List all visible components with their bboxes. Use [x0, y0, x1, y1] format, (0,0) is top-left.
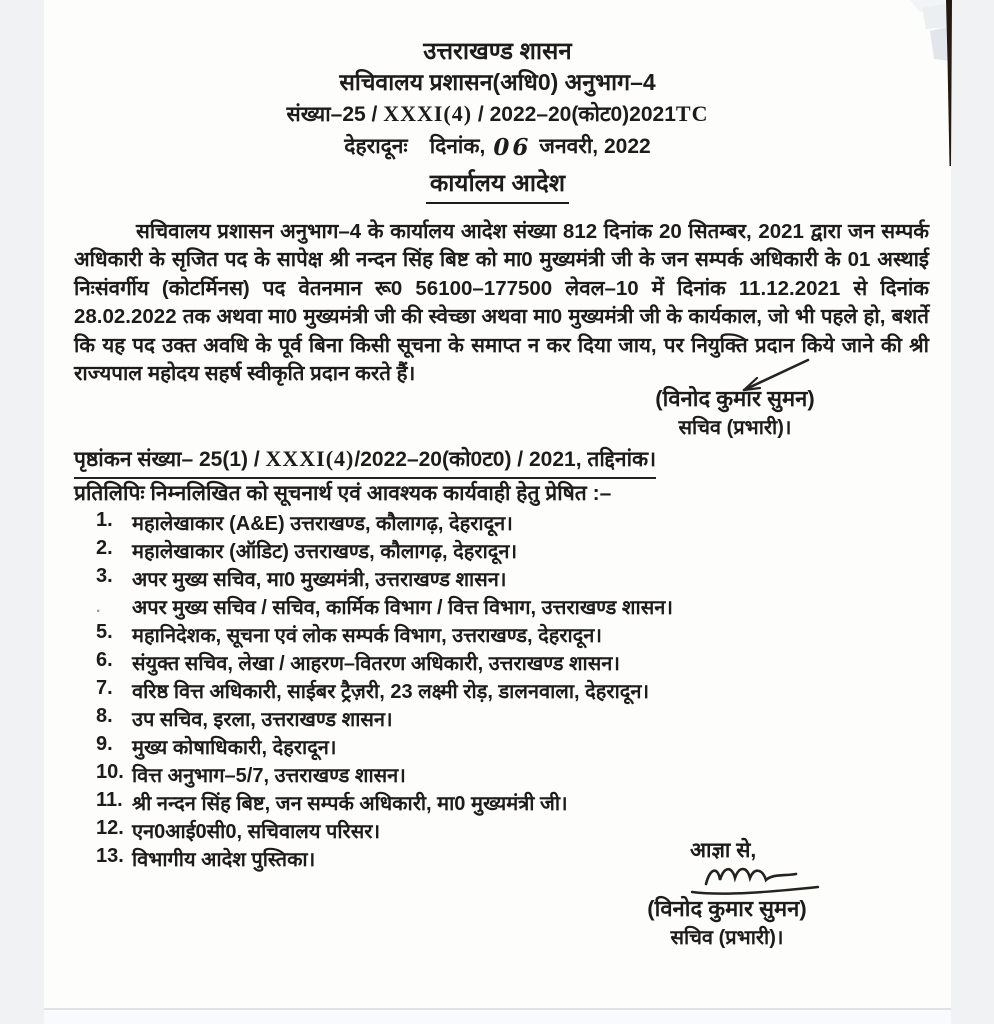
recipient-number: 1. — [96, 509, 113, 531]
by-order-label: आज्ञा से, — [690, 839, 757, 862]
recipient-row — [96, 789, 911, 817]
place-date-line — [44, 130, 951, 162]
copy-distribution-heading: प्रतिलिपिः निम्नलिखित को सूचनार्थ एवं आवश्यक कार्यवाही हेतु प्रेषित :– — [74, 482, 612, 505]
office-order-title: कार्यालय आदेश — [426, 168, 569, 204]
recipient-number: 10. — [96, 761, 124, 783]
recipient-text: महालेखाकार (A&E) उत्तराखण्ड, कौलागढ़, देहरादून। — [132, 513, 513, 535]
recipient-number: 5. — [96, 621, 113, 643]
recipient-row — [96, 761, 911, 789]
document-header — [44, 36, 951, 204]
recipient-number: 8. — [96, 705, 113, 727]
ref-mid: / 2022–20(कोट0)2021 — [472, 103, 676, 126]
signatory-block-bottom — [592, 894, 862, 952]
recipient-text: उप सचिव, इरला, उत्तराखण्ड शासन। — [132, 709, 393, 731]
recipient-row — [96, 565, 911, 593]
endorse-suffix: /2022–20(को0ट0) / 2021, तद्दिनांक। — [354, 448, 657, 471]
recipient-number: 13. — [96, 845, 124, 867]
scanned-document-paper — [44, 0, 951, 1010]
recipient-text: वित्त अनुभाग–5/7, उत्तराखण्ड शासन। — [132, 765, 406, 787]
recipient-text: वरिष्ठ वित्त अधिकारी, साईबर ट्रैज़री, 23 लक्ष्मी रोड़, डालनवाला, देहरादून। — [132, 681, 650, 703]
recipient-number: . — [96, 599, 101, 616]
bottom-secretary-name: (विनोद कुमार सुमन) — [647, 896, 807, 921]
endorsement-number-line — [74, 445, 656, 479]
recipient-row — [96, 593, 911, 621]
secretary-name: (विनोद कुमार सुमन) — [655, 386, 815, 411]
recipient-text: श्री नन्दन सिंह बिष्ट, जन सम्पर्क अधिकारी, मा0 मुख्यमंत्री जी। — [132, 793, 568, 815]
recipient-number: 7. — [96, 677, 113, 699]
ref-suffix: TC — [675, 101, 709, 126]
recipient-text: संयुक्त सचिव, लेखा / आहरण–वितरण अधिकारी, उत्तराखण्ड शासन। — [132, 653, 620, 675]
government-name: उत्तराखण्ड शासन — [423, 38, 572, 65]
signatory-block-top — [600, 384, 870, 442]
ref-series: XXXI(4) — [383, 101, 473, 126]
recipient-row — [96, 733, 911, 761]
recipient-row — [96, 649, 911, 677]
department-line: सचिवालय प्रशासन(अधि0) अनुभाग–4 — [339, 69, 656, 95]
recipient-row — [96, 621, 911, 649]
recipient-text: विभागीय आदेश पुस्तिका। — [132, 849, 316, 871]
endorse-series: XXXI(4) — [265, 446, 355, 471]
bottom-secretary-designation: सचिव (प्रभारी)। — [670, 927, 784, 949]
recipient-text: महालेखाकार (ऑडिट) उत्तराखण्ड, कौलागढ़, देहरादून। — [132, 541, 518, 563]
recipient-number: 6. — [96, 649, 113, 671]
recipient-row — [96, 817, 911, 845]
recipient-row — [96, 705, 911, 733]
reference-number-line — [44, 98, 951, 130]
recipient-number: 12. — [96, 817, 124, 839]
recipient-number: 9. — [96, 733, 113, 755]
recipient-text: मुख्य कोषाधिकारी, देहरादून। — [132, 737, 337, 759]
date-rest: जनवरी, 2022 — [539, 135, 651, 158]
recipient-number: 11. — [96, 789, 123, 811]
secretary-designation: सचिव (प्रभारी)। — [678, 417, 792, 439]
recipient-row — [96, 509, 911, 537]
recipient-row — [96, 537, 911, 565]
scan-bottom-band — [44, 1010, 951, 1024]
recipients-list — [96, 509, 911, 873]
recipient-text: एन0आई0सी0, सचिवालय परिसर। — [132, 821, 381, 843]
recipient-number: 2. — [96, 537, 113, 559]
order-paragraph: सचिवालय प्रशासन अनुभाग–4 के कार्यालय आदेश संख्या 812 दिनांक 20 सितम्बर, 2021 द्वारा जन सम्पर्क अधिकारी के सृजित पद के सापेक्ष श्री नन्दन सिंह बिष्ट को मा0 मुख्यमंत्री जी के जन सम्पर्क अधिकारी के 01 अस्थाई निःसंवर्गीय (कोटर्मिनस) पद वेतनमान रू0 56100–177500 लेवल–10 में दिनांक 11.12.2021 से दिनांक 28.02.2022 तक अथवा मा0 मुख्यमंत्री जी की स्वेच्छा अथवा मा0 मुख्यमंत्री जी के कार्यकाल, जो भी पहले हो, बशर्ते कि यह पद उक्त अवधि के पूर्व बिना किसी सूचना के समाप्त न कर दिया जाय, पर नियुक्ति प्रदान किये जाने की श्री राज्यपाल महोदय सहर्ष स्वीकृति प्रदान करते हैं। — [74, 219, 929, 385]
recipient-text: अपर मुख्य सचिव, मा0 मुख्यमंत्री, उत्तराखण्ड शासन। — [132, 569, 507, 591]
recipient-number: 3. — [96, 565, 113, 587]
endorse-prefix: पृष्ठांकन संख्या– 25(1) / — [74, 448, 266, 471]
handwritten-date: 06 — [493, 134, 532, 161]
date-label: दिनांक, — [429, 135, 486, 158]
recipient-text: अपर मुख्य सचिव / सचिव, कार्मिक विभाग / वित्त विभाग, उत्तराखण्ड शासन। — [132, 597, 673, 619]
ref-prefix: संख्या–25 / — [286, 103, 384, 126]
recipient-text: महानिदेशक, सूचना एवं लोक सम्पर्क विभाग, उत्तराखण्ड, देहरादून। — [132, 625, 602, 647]
recipient-row — [96, 677, 911, 705]
place-label: देहरादूनः — [344, 135, 408, 158]
